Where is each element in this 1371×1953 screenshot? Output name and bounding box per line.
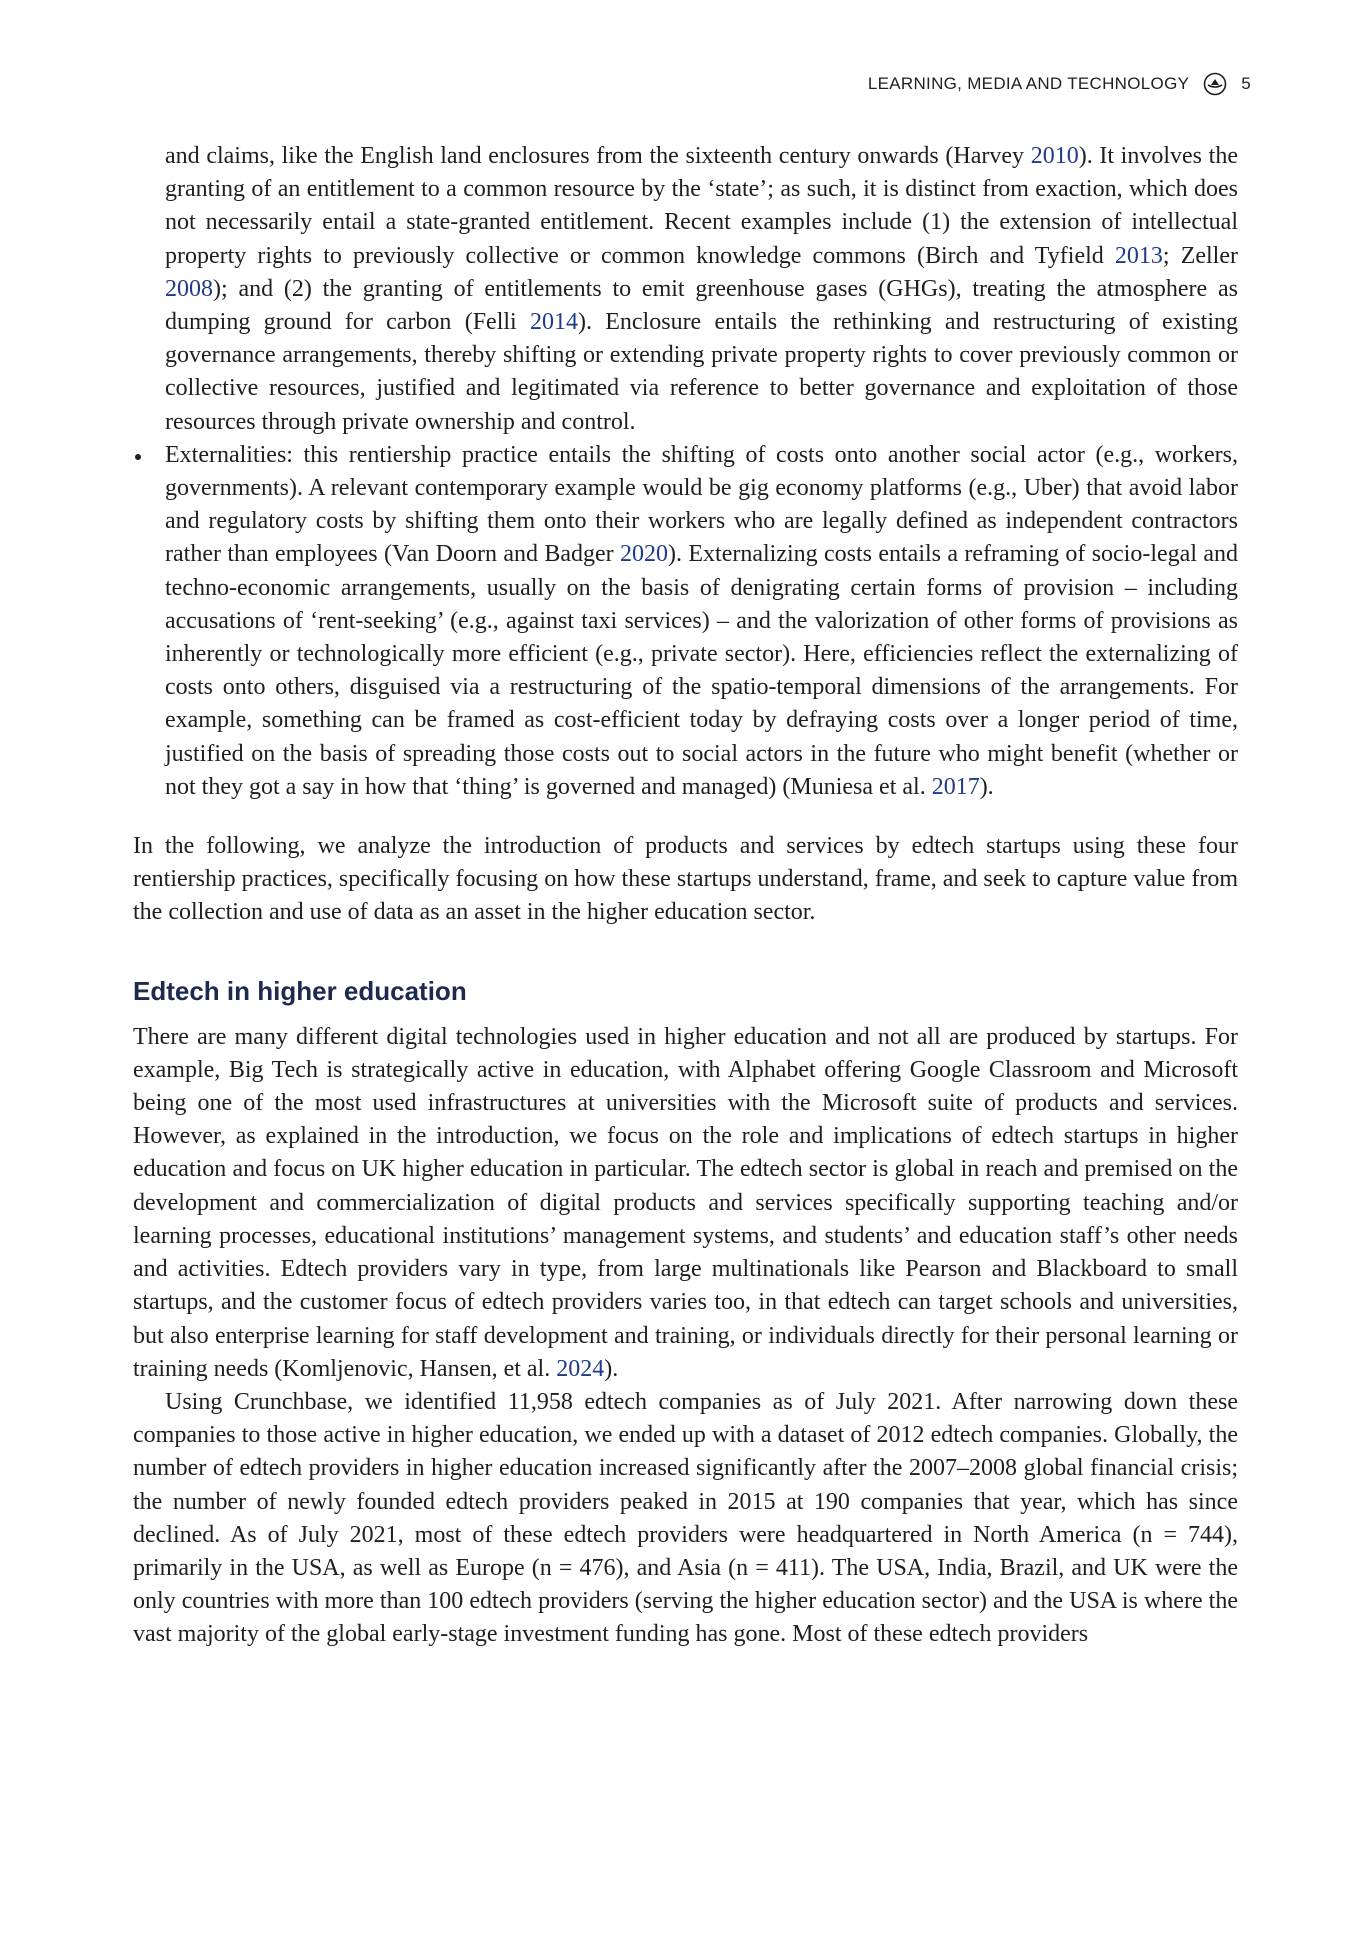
body-text	[133, 140, 1238, 1652]
citation-link[interactable]: 2017	[931, 773, 980, 800]
paragraph-edtech-1	[133, 1021, 1238, 1386]
text-run: ). It involves the granting of an entitlement to a common resource by the ‘state’; as such, it is distinct from exaction, which does not necessarily entail a state-granted entitlement. Recent examples include (1) the extension of intellectual property rights to previously collective or common knowledge commons (Birch and Tyfield	[165, 143, 1238, 269]
bullet-item-enclosure-continued	[133, 140, 1238, 439]
bullet-icon	[135, 454, 141, 460]
citation-link[interactable]: 2014	[529, 309, 578, 336]
text-run: ); and (2) the granting of entitlements to emit greenhouse gases (GHGs), treating the atmosphere as dumping ground for carbon (Felli	[165, 275, 1238, 336]
section-heading: Edtech in higher education	[133, 975, 467, 1006]
citation-link[interactable]: 2008	[165, 275, 213, 302]
running-head	[868, 72, 1251, 96]
text-run: and claims, like the English land enclosures from the sixteenth century onwards (Harvey	[165, 143, 1031, 169]
publisher-logo-icon	[1203, 72, 1227, 96]
bullet-list	[133, 140, 1238, 804]
text-run: Externalities: this rentiership practice entails the shifting of costs onto another social actor (e.g., workers, governments). A relevant contemporary example would be gig economy platforms (e.g., Uber) that avoid labor and regulatory costs by shifting them onto their workers who are legally defined as independent contractors rather than employees (Van Doorn and Badger	[165, 441, 1238, 568]
text-run: ).	[979, 773, 994, 800]
paragraph-edtech-2: Using Crunchbase, we identified 11,958 edtech companies as of July 2021. After narrowing down these companies to those active in higher education, we ended up with a dataset of 2012 edtech companies. Globally, the number of edtech providers in higher education increased significantly after the 2007–2008 global financial crisis; the number of newly founded edtech providers peaked in 2015 at 190 companies that year, which has since declined. As of July 2021, most of these edtech providers were headquartered in North America (n = 744), primarily in the USA, as well as Europe (n = 476), and Asia (n = 411). The USA, India, Brazil, and UK were the only countries with more than 100 edtech providers (serving the higher education sector) and the USA is where the vast majority of the global early-stage investment funding has gone. Most of these edtech providers	[133, 1388, 1238, 1648]
text-run: ). Externalizing costs entails a reframing of socio-legal and techno-economic arrangements, usually on the basis of denigrating certain forms of provision – including accusations of ‘rent-seeking’ (e.g., against taxi services) – and the valorization of other forms of provisions as inherently or technologically more efficient (e.g., private sector). Here, efficiencies reflect the externalizing of costs onto others, disguised via a restructuring of the spatio-temporal dimensions of the arrangements. For example, something can be framed as cost-efficient today by defraying costs over a longer period of time, justified on the basis of spreading those costs out to social actors in the future who might benefit (whether or not they got a say in how that ‘thing’ is governed and managed) (Muniesa et al.	[165, 541, 1238, 800]
text-run: ; Zeller	[1162, 242, 1238, 269]
citation-link[interactable]: 2013	[1114, 242, 1163, 269]
citation-link[interactable]: 2024	[556, 1355, 605, 1382]
bullet-item-externalities	[133, 439, 1238, 804]
journal-title: LEARNING, MEDIA AND TECHNOLOGY	[867, 74, 1190, 93]
page-number: 5	[1241, 74, 1251, 93]
text-run: ). Enclosure entails the rethinking and restructuring of existing governance arrangements, thereby shifting or extending private property rights to cover previously common or collective resources, justified and legitimated via reference to better governance and exploitation of those resources through private ownership and control.	[165, 309, 1239, 435]
paragraph-following: In the following, we analyze the introduction of products and services by edtech startups using these four rentiership practices, specifically focusing on how these startups understand, frame, and seek to capture value from the collection and use of data as an asset in the higher education sector.	[133, 833, 1238, 926]
text-run: ).	[604, 1355, 619, 1382]
citation-link[interactable]: 2020	[620, 541, 669, 568]
text-run: There are many different digital technologies used in higher education and not all are produced by startups. For example, Big Tech is strategically active in education, with Alphabet offering Google Classroom and Microsoft being one of the most used infrastructures at universities with the Microsoft suite of products and services. However, as explained in the introduction, we focus on the role and implications of edtech startups in higher education and focus on UK higher education in particular. The edtech sector is global in reach and premised on the development and commercialization of digital products and services specifically supporting teaching and/or learning processes, educational institutions’ management systems, and students’ and education staff’s other needs and activities. Edtech providers vary in type, from large multinationals like Pearson and Blackboard to small startups, and the customer focus of edtech providers varies too, in that edtech can target schools and universities, but also enterprise learning for staff development and training, or individuals directly for their personal learning or training needs (Komljenovic, Hansen, et al.	[133, 1023, 1238, 1382]
paragraph-spacer	[133, 804, 1238, 830]
citation-link[interactable]: 2010	[1030, 143, 1079, 169]
